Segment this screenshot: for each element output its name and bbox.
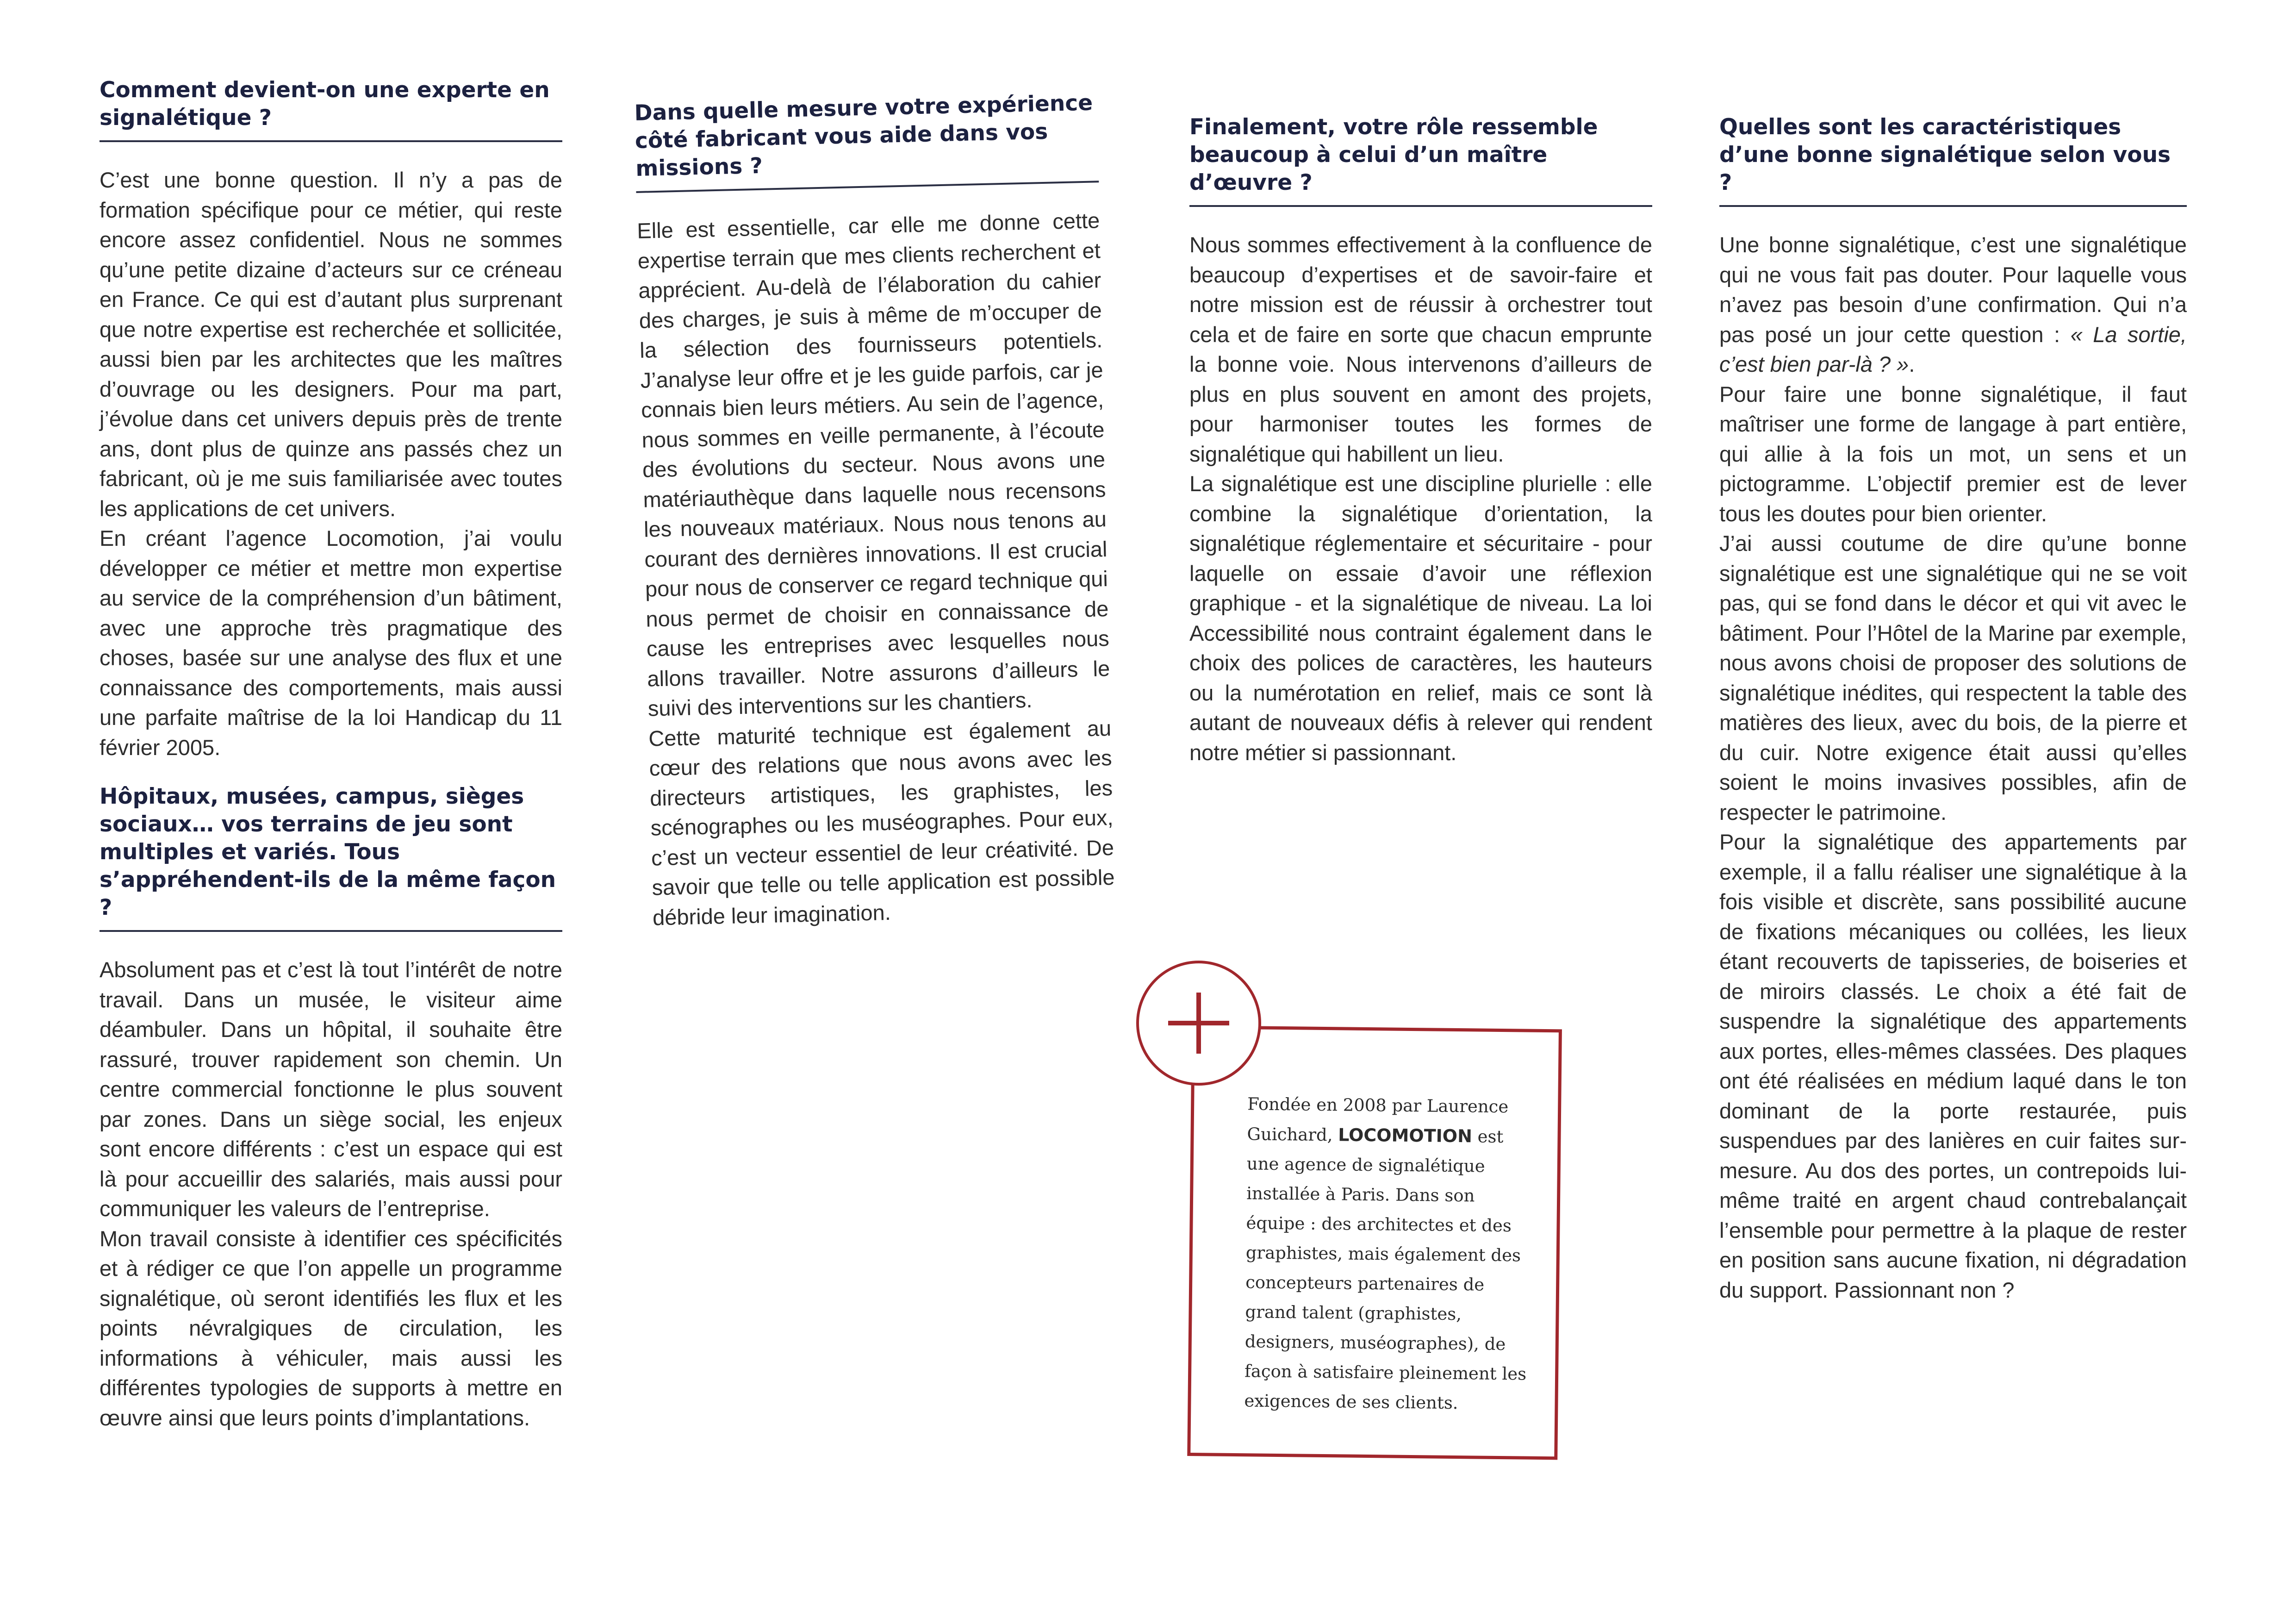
info-text: est une agence de signalétique installée à Paris. Dans son équipe : des architectes et des graphistes, mais également des concepteurs partenaires de grand talent (graphistes, designers, muséographes), de façon à satisfaire pleinement les exigences de ses clients. [1244,1126,1527,1413]
answer-paragraph: C’est une bonne question. Il n’y a pas de formation spécifique pour ce métier, qui reste encore assez confidentiel. Nous ne sommes qu’une petite dizaine d’acteurs sur ce créneau en France. Ce qui est d’autant plus surprenant que notre expertise est recherchée et sollicitée, aussi bien par les architectes que les maîtres d’ouvrage ou les designers. Pour ma part, j’évolue dans cet univers depuis près de trente ans, dont plus de quinze ans passés chez un fabricant, où je me suis familiarisée avec toutes les applications de cet univers. [100,168,562,521]
heading-rule [100,140,562,142]
question-heading: Dans quelle mesure votre expérience côté fabricant vous aide dans vos missions ? [634,90,1093,181]
quote-text: « La sortie, c’est bien par-là ? » [1719,322,2187,376]
answer-paragraph: Nous sommes effectivement à la confluence de beaucoup d’expertises et de savoir-faire et notre mission est de réussir à orchestrer tout cela et de faire en sorte que chacun emprunte la bonne voie. Nous intervenons d’ailleurs de plus en plus souvent en amont des projets, pour harmoniser toutes les formes de signalétique qui habillent un lieu. [1189,232,1652,466]
column-4 [1719,113,2187,1305]
answer-paragraph: Mon travail consiste à identifier ces spécificités et à rédiger ce que l’on appelle un programme signalétique, où seront identifiés les flux et les points névralgiques de circulation, les informations à véhiculer, mais aussi les différentes typologies de supports à mettre en œuvre ainsi que leurs points d’implantations. [100,1226,562,1430]
answer-paragraph [1719,230,2187,380]
info-box [1187,1025,1562,1460]
answer-paragraph: Cette maturité technique est également au cœur des relations que nous avons avec les directeurs artistiques, les graphistes, les scénographes ou les muséographes. Pour eux, c’est un vecteur essentiel de leur créativité. De savoir que telle ou telle application est possible débride leur imagination. [648,715,1115,930]
info-text: Fondée en 2008 par Laurence Guichard, [1247,1094,1509,1145]
heading-rule [1719,205,2187,207]
heading-rule [100,930,562,932]
question-heading: Quelles sont les caractéristiques d’une bonne signalétique selon vous ? [1719,114,2171,195]
answer-paragraph: La signalétique est une discipline plurielle : elle combine la signalétique d’orientation, la signalétique réglementaire et sécuritaire - pour laquelle on essaie d’avoir une réflexion graphique - et la signalétique de niveau. La loi Accessibilité nous contraint également dans le choix des polices de caractères, les hauteurs ou la numérotation en relief, mais ce sont là autant de nouveaux défis à relever qui rendent notre métier si passionnant. [1189,471,1652,765]
heading-rule [1189,205,1652,207]
column-2 [634,89,1116,932]
answer-paragraph: Absolument pas et c’est là tout l’intérêt de notre travail. Dans un musée, le visiteur aime déambuler. Dans un hôpital, il souhaite être rassuré, trouver rapidement son chemin. Un centre commercial fonctionne le plus souvent par zones. Dans un siège social, les enjeux sont encore différents : c’est un espace qui est là pour accueillir des salariés, mais aussi pour communiquer les valeurs de l’entreprise. [100,957,562,1221]
question-heading: Hôpitaux, musées, campus, sièges sociaux… vos terrains de jeu sont multiples et variés. Tous s’appréhendent-ils de la même façon ? [100,784,556,920]
answer-paragraph: Elle est essentielle, car elle me donne cette expertise terrain que mes clients recherchent et apprécient. Au-delà de l’élaboration du cahier des charges, je suis à même de m’occuper de la sélection des fournisseurs potentiels. J’analyse leur offre et je les guide parfois, car je connais bien leurs métiers. Au sein de l’agence, nous sommes en veille permanente, à l’écoute des évolutions du secteur. Nous avons une matériauthèque dans laquelle nous recensons les nouveaux matériaux. Nous nous tenons au courant des dernières innovations. Il est crucial pour nous de conserver ce regard technique qui nous permet de choisir en connaissance de cause les entreprises avec lesquelles nous allons travailler. Notre assurons d’ailleurs le suivi des interventions sur les chantiers. [636,208,1110,721]
question-heading: Comment devient-on une experte en signalétique ? [100,77,550,131]
answer-paragraph: Pour la signalétique des appartements par exemple, il a fallu réaliser une signalétique à la fois visible et discrète, sans possibilité aucune de fixations mécaniques ou collées, les lieux étant recouverts de tapisseries, de boiseries et de miroirs classés. Le choix a été fait de suspendre la signalétique des appartements aux portes, elles-mêmes classées. Des plaques ont été réalisées en médium laqué dans le ton dominant de la porte restaurée, puis suspendues par des lanières en cuir faites sur-mesure. Au dos des portes, un contrepoids lui-même traité en argent chaud contrebalançait l’ensemble pour permettre à la plaque de rester en position sans aucune fixation, ni dégradation du support. Passionnant non ? [1719,830,2187,1302]
answer-text: . [1909,352,1915,376]
answer-paragraph: En créant l’agence Locomotion, j’ai voulu développer ce métier et mettre mon expertise au service de la compréhension d’un bâtiment, avec une approche très pragmatique des choses, basée sur une analyse des flux et une connaissance des comportements, mais aussi une parfaite maîtrise de la loi Handicap du 11 février 2005. [100,526,562,760]
brand-name: LOCOMOTION [1338,1124,1473,1147]
heading-rule [636,181,1099,193]
answer-text: Une bonne signalétique, c’est une signalétique qui ne vous fait pas douter. Pour laquelle vous n’avez pas besoin d’une confirmation. Qui n’a pas posé un jour cette question : [1719,232,2187,347]
answer-paragraph: Pour faire une bonne signalétique, il faut maîtriser une forme de langage à part entière, qui allie à la fois un mot, un sens et un pictogramme. L’objectif premier est de lever tous les doutes pour bien orienter. [1719,381,2187,526]
column-1 [100,76,562,1433]
column-3 [1189,113,1652,768]
answer-paragraph: J’ai aussi coutume de dire qu’une bonne signalétique est une signalétique qui ne se voit pas, qui se fond dans le décor et qui vit avec le bâtiment. Pour l’Hôtel de la Marine par exemple, nous avons choisi de proposer des solutions de signalétique inédites, qui respectent la table des matières des lieux, avec du bois, de la pierre et du cuir. Notre exigence était aussi qu’elles soient le moins invasives possibles, afin de respecter le patrimoine. [1719,531,2187,824]
info-box-text [1244,1089,1534,1418]
question-heading: Finalement, votre rôle ressemble beaucoup à celui d’un maître d’œuvre ? [1189,114,1598,195]
plus-icon [1136,961,1261,1086]
